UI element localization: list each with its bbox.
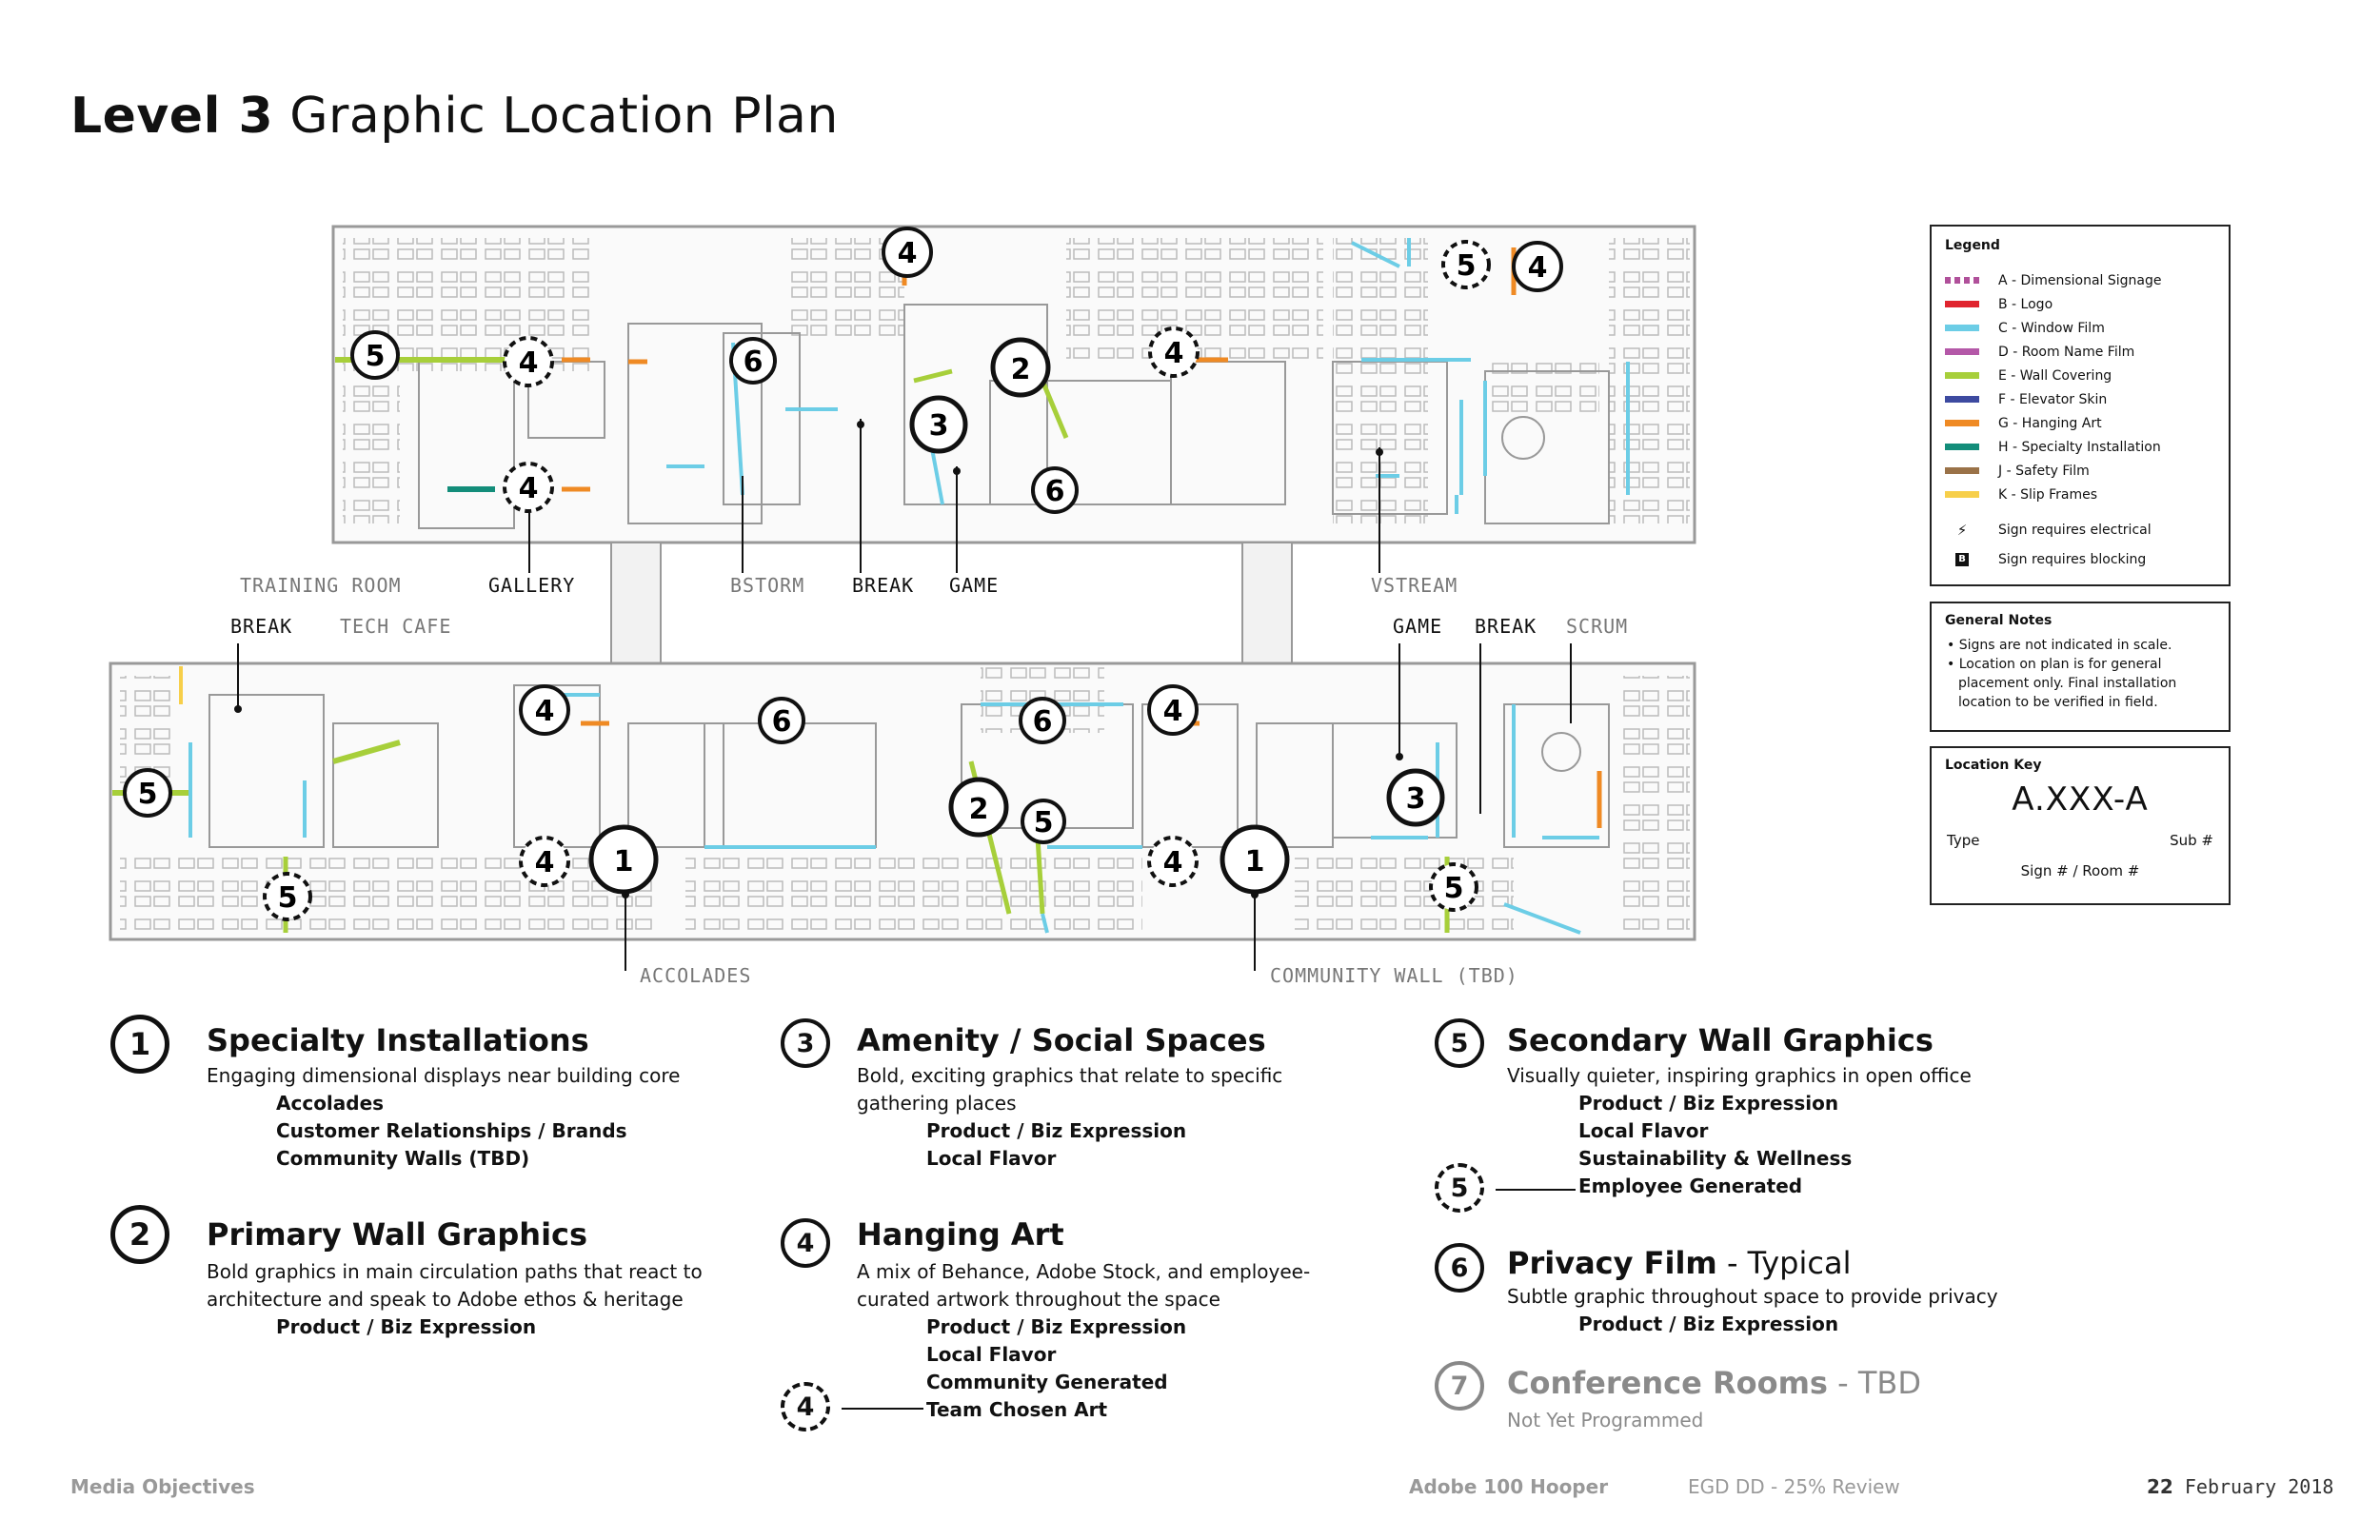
marker-4-dashed[interactable] xyxy=(521,838,568,885)
category-badge-5: 5 xyxy=(1435,1018,1484,1068)
corridor-right xyxy=(1242,543,1292,666)
category-title: Secondary Wall Graphics xyxy=(1507,1022,1934,1058)
category-items: Product / Biz Expression Local Flavor xyxy=(926,1119,1187,1170)
marker-4-dashed[interactable] xyxy=(1149,838,1197,885)
category-title: Primary Wall Graphics xyxy=(207,1216,588,1253)
svg-text:6: 6 xyxy=(1044,475,1065,508)
category-title: Hanging Art xyxy=(857,1216,1064,1253)
svg-text:4: 4 xyxy=(534,846,555,879)
marker-2[interactable] xyxy=(993,340,1048,395)
marker-5[interactable] xyxy=(1022,800,1064,842)
note-line: • Signs are not indicated in scale. xyxy=(1947,638,2172,653)
category-title: Privacy Film - Typical xyxy=(1507,1245,1852,1281)
room-name-film-swatch xyxy=(1945,348,1979,355)
svg-text:4: 4 xyxy=(518,346,539,380)
legend-symbol: B Sign requires blocking xyxy=(1945,545,2215,573)
marker-6[interactable] xyxy=(1021,699,1064,742)
key-footer-label: Sign # / Room # xyxy=(2020,862,2140,879)
svg-text:5: 5 xyxy=(277,881,298,915)
general-notes-title: General Notes xyxy=(1945,613,2053,628)
key-type-label: Type xyxy=(1947,832,1980,849)
connector-line xyxy=(1496,1189,1576,1191)
marker-5[interactable] xyxy=(125,770,170,816)
window-film-swatch xyxy=(1945,325,1979,331)
location-key-panel xyxy=(1930,746,2231,905)
legend-item: E - Wall Covering xyxy=(1945,364,2215,387)
svg-text:4: 4 xyxy=(1162,695,1183,728)
category-badge-7: 7 xyxy=(1435,1361,1484,1411)
svg-text:5: 5 xyxy=(1033,806,1054,839)
dimensional-signage-swatch xyxy=(1945,277,1979,284)
legend-title: Legend xyxy=(1945,238,2000,253)
svg-text:4: 4 xyxy=(1527,251,1548,285)
marker-5-dashed[interactable] xyxy=(1431,864,1477,910)
svg-text:4: 4 xyxy=(897,237,918,270)
svg-text:5: 5 xyxy=(1443,872,1464,905)
category-title: Specialty Installations xyxy=(207,1022,589,1058)
label-break: BREAK xyxy=(852,574,915,597)
category-desc: Engaging dimensional displays near building core xyxy=(207,1064,681,1087)
legend-item: F - Elevator Skin xyxy=(1945,387,2215,411)
legend-item: C - Window Film xyxy=(1945,316,2215,340)
marker-4-dashed[interactable] xyxy=(505,464,552,511)
svg-text:4: 4 xyxy=(534,695,555,728)
connector-line xyxy=(842,1408,923,1410)
marker-2[interactable] xyxy=(951,780,1006,835)
svg-text:6: 6 xyxy=(743,346,764,379)
label-vstream: VSTREAM xyxy=(1371,574,1458,597)
marker-6[interactable] xyxy=(760,699,803,742)
note-line: placement only. Final installation xyxy=(1958,676,2177,691)
legend-item: B - Logo xyxy=(1945,292,2215,316)
safety-film-swatch xyxy=(1945,467,1979,474)
category-items: Product / Biz Expression Local Flavor Community Generated Team Chosen Art xyxy=(926,1315,1187,1421)
label-break-left: BREAK xyxy=(230,615,293,638)
category-items: Product / Biz Expression Local Flavor Sustainability & Wellness Employee Generated xyxy=(1578,1092,1853,1197)
svg-text:3: 3 xyxy=(928,409,949,443)
legend-panel xyxy=(1930,225,2231,586)
category-desc: A mix of Behance, Adobe Stock, and employee- curated artwork throughout the space xyxy=(857,1260,1311,1311)
legend-item: G - Hanging Art xyxy=(1945,411,2215,435)
label-accolades: ACCOLADES xyxy=(640,964,752,987)
svg-text:4: 4 xyxy=(1163,337,1184,370)
svg-text:2: 2 xyxy=(968,793,989,826)
marker-3[interactable] xyxy=(1389,771,1442,824)
category-title: Amenity / Social Spaces xyxy=(857,1022,1266,1058)
category-desc: Not Yet Programmed xyxy=(1507,1409,1704,1431)
category-items: Accolades Customer Relationships / Brands Community Walls (TBD) xyxy=(276,1092,627,1170)
marker-4-dashed[interactable] xyxy=(505,338,552,385)
legend-item: H - Specialty Installation xyxy=(1945,435,2215,459)
svg-text:3: 3 xyxy=(1405,782,1426,816)
label-gallery: GALLERY xyxy=(488,574,576,597)
marker-1[interactable] xyxy=(1222,827,1287,892)
footer-project: Adobe 100 Hooper xyxy=(1409,1475,1609,1498)
label-community-wall: COMMUNITY WALL (TBD) xyxy=(1270,964,1518,987)
blocking-icon: B xyxy=(1955,553,1969,566)
marker-6[interactable] xyxy=(1033,468,1077,512)
marker-5[interactable] xyxy=(352,332,398,378)
location-key-code: A.XXX-A xyxy=(2012,780,2149,819)
category-badge-4-dashed: 4 xyxy=(781,1382,830,1431)
category-items: Product / Biz Expression xyxy=(276,1315,537,1338)
category-desc: Visually quieter, inspiring graphics in open office xyxy=(1507,1064,1972,1087)
svg-text:4: 4 xyxy=(518,472,539,505)
category-badge-1: 1 xyxy=(110,1015,169,1074)
note-line: location to be verified in field. xyxy=(1958,695,2158,710)
svg-text:5: 5 xyxy=(1456,249,1477,283)
category-badge-3: 3 xyxy=(781,1018,830,1068)
svg-text:6: 6 xyxy=(1032,705,1053,739)
category-badge-6: 6 xyxy=(1435,1243,1484,1293)
hanging-art-swatch xyxy=(1945,420,1979,426)
specialty-installation-swatch xyxy=(1945,444,1979,450)
svg-text:2: 2 xyxy=(1010,353,1031,386)
label-bstorm: BSTORM xyxy=(730,574,805,597)
location-key-title: Location Key xyxy=(1945,758,2042,773)
marker-5-dashed[interactable] xyxy=(1443,242,1489,287)
legend-item: A - Dimensional Signage xyxy=(1945,268,2215,292)
svg-text:5: 5 xyxy=(137,778,158,811)
svg-text:1: 1 xyxy=(613,845,634,879)
category-desc: Subtle graphic throughout space to provide privacy xyxy=(1507,1285,1998,1308)
category-badge-2: 2 xyxy=(110,1205,169,1264)
category-desc: Bold, exciting graphics that relate to specific gathering places xyxy=(857,1064,1283,1115)
key-sub-label: Sub # xyxy=(2170,832,2213,849)
svg-text:4: 4 xyxy=(1162,846,1183,879)
lightning-icon: ⚡ xyxy=(1956,521,1968,539)
slip-frames-swatch xyxy=(1945,491,1979,498)
marker-4-dashed[interactable] xyxy=(1150,328,1198,376)
marker-6[interactable] xyxy=(731,339,775,383)
marker-4[interactable] xyxy=(521,686,568,734)
svg-text:1: 1 xyxy=(1244,845,1265,879)
label-break-right: BREAK xyxy=(1475,615,1537,638)
marker-4[interactable] xyxy=(1514,243,1561,290)
marker-4[interactable] xyxy=(1149,686,1197,734)
footer-review: EGD DD - 25% Review xyxy=(1688,1475,1900,1498)
category-items: Product / Biz Expression xyxy=(1578,1313,1839,1335)
general-notes-panel xyxy=(1930,602,2231,732)
marker-4[interactable] xyxy=(883,228,931,276)
footer-date: 22 February 2018 xyxy=(2147,1475,2334,1498)
category-badge-5-dashed: 5 xyxy=(1435,1163,1484,1213)
marker-5-dashed[interactable] xyxy=(265,874,310,919)
category-desc: Bold graphics in main circulation paths that react to architecture and speak to Adobe ethos & heritage xyxy=(207,1260,703,1311)
category-badge-4: 4 xyxy=(781,1218,830,1268)
footer-left: Media Objectives xyxy=(70,1475,255,1498)
legend-item: J - Safety Film xyxy=(1945,459,2215,483)
note-line: • Location on plan is for general xyxy=(1947,657,2162,672)
corridor-left xyxy=(611,543,661,666)
marker-3[interactable] xyxy=(912,398,965,451)
legend-symbol: ⚡ Sign requires electrical xyxy=(1945,516,2215,543)
label-game: GAME xyxy=(949,574,1000,597)
marker-1[interactable] xyxy=(591,827,656,892)
label-training-room: TRAINING ROOM xyxy=(240,574,402,597)
label-tech-cafe: TECH CAFE xyxy=(340,615,452,638)
page-title: Level 3 Graphic Location Plan xyxy=(70,88,839,145)
wall-covering-swatch xyxy=(1945,372,1979,379)
legend-item: D - Room Name Film xyxy=(1945,340,2215,364)
label-scrum: SCRUM xyxy=(1566,615,1629,638)
svg-text:5: 5 xyxy=(365,340,386,373)
category-title: Conference Rooms - TBD xyxy=(1507,1365,1921,1401)
legend-item: K - Slip Frames xyxy=(1945,483,2215,506)
logo-swatch xyxy=(1945,301,1979,307)
label-game-lower: GAME xyxy=(1393,615,1443,638)
elevator-skin-swatch xyxy=(1945,396,1979,403)
svg-text:6: 6 xyxy=(771,705,792,739)
